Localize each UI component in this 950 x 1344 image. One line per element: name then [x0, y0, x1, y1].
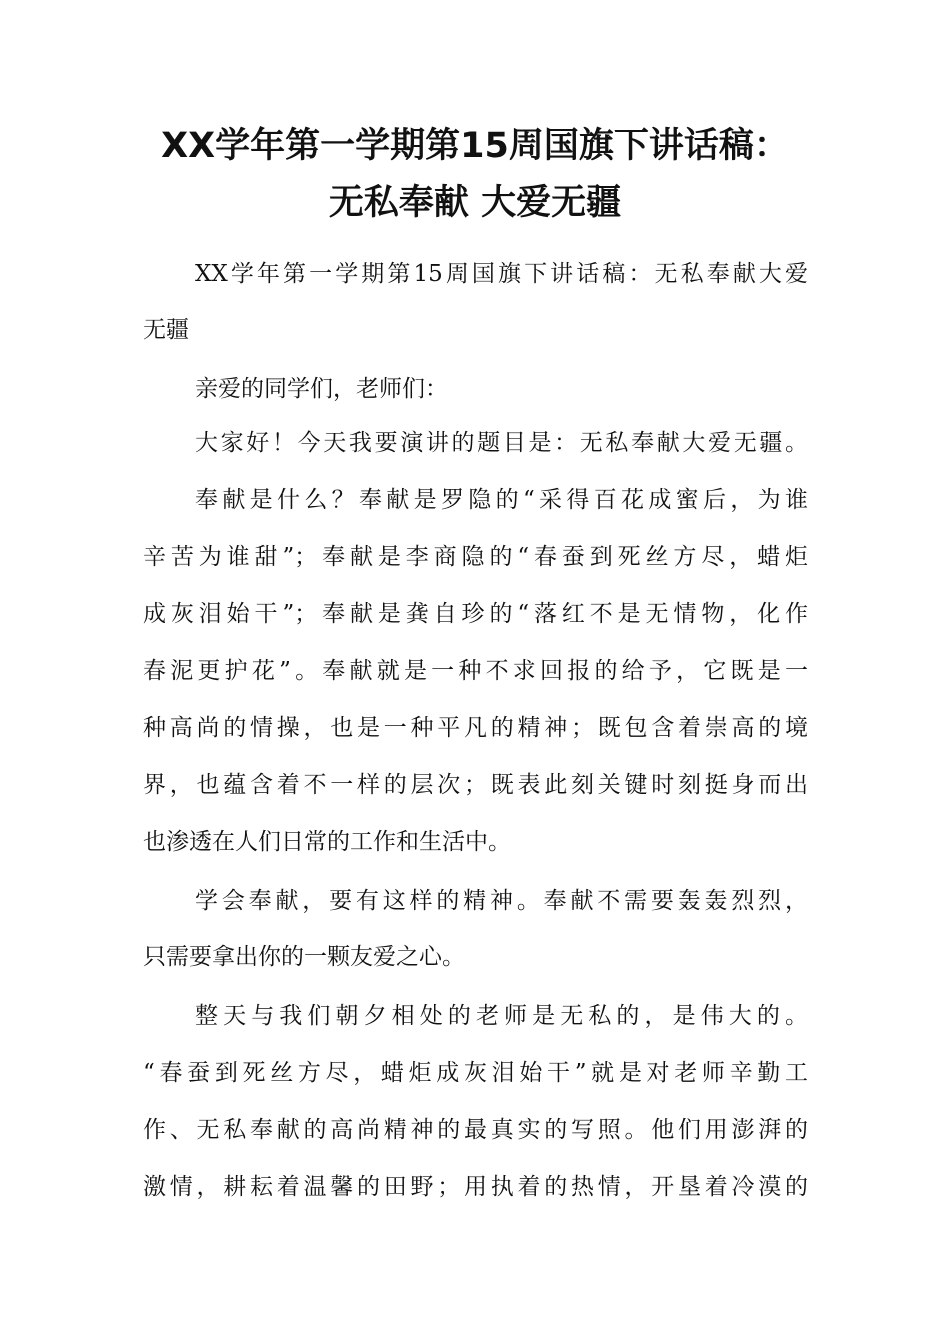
body-text-line: 整天与我们朝夕相处的老师是无私的，是伟大的。 — [195, 1003, 808, 1029]
body-text-line: 春泥更护花”。奉献就是一种不求回报的给予，它既是一 — [143, 658, 808, 684]
document-title-line-2: 无私奉献 大爱无疆 — [328, 183, 622, 223]
body-text-line: 亲爱的同学们，老师们： — [195, 376, 448, 402]
body-text-line: 激情，耕耘着温馨的田野；用执着的热情，开垦着冷漠的 — [143, 1174, 808, 1200]
body-text-line: 成灰泪始干”；奉献是龚自珍的“落红不是无情物，化作 — [143, 601, 808, 627]
body-text-line: 也渗透在人们日常的工作和生活中。 — [143, 829, 511, 855]
body-text-line: 辛苦为谁甜”；奉献是李商隐的“春蚕到死丝方尽，蜡炬 — [143, 544, 808, 570]
body-text-line: 大家好！今天我要演讲的题目是：无私奉献大爱无疆。 — [195, 430, 808, 456]
body-text-line: 种高尚的情操，也是一种平凡的精神；既包含着崇高的境 — [143, 715, 808, 741]
body-text-line: 作、无私奉献的高尚精神的最真实的写照。他们用澎湃的 — [143, 1117, 808, 1143]
body-text-line: 界，也蕴含着不一样的层次；既表此刻关键时刻挺身而出 — [143, 772, 808, 798]
body-text-line: “春蚕到死丝方尽，蜡炬成灰泪始干”就是对老师辛勤工 — [143, 1060, 808, 1086]
document-title-line-1: XX学年第一学期第15周国旗下讲话稿： — [161, 126, 789, 166]
body-text-line: 学会奉献，要有这样的精神。奉献不需要轰轰烈烈， — [195, 888, 808, 914]
body-text-line: 奉献是什么？奉献是罗隐的“采得百花成蜜后，为谁 — [195, 487, 808, 513]
body-text-line: 无疆 — [143, 317, 189, 343]
body-text-line: XX学年第一学期第15周国旗下讲话稿：无私奉献大爱 — [195, 261, 808, 287]
body-text-line: 只需要拿出你的一颗友爱之心。 — [143, 944, 465, 970]
